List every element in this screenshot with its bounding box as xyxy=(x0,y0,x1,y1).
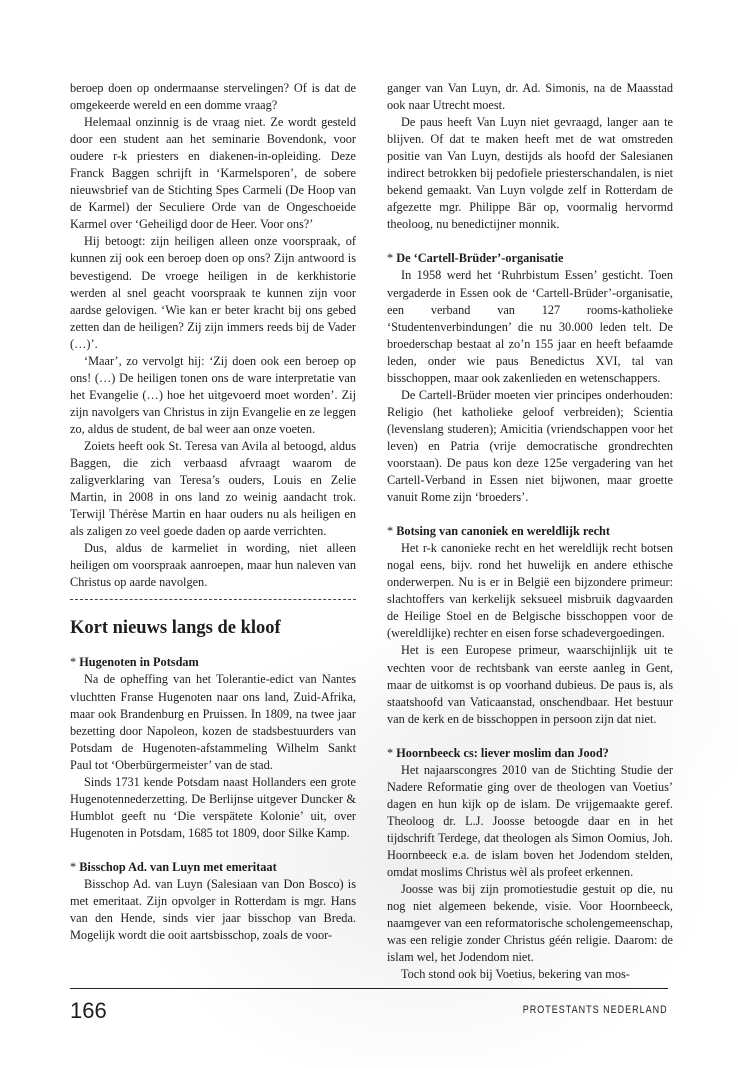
spacer xyxy=(387,233,673,250)
subheading-hugenoten xyxy=(70,654,356,671)
subheading-text: De ‘Cartell-Brüder’-organisatie xyxy=(396,251,564,266)
heading-marker: * xyxy=(387,251,394,266)
paragraph: In 1958 werd het ‘Ruhrbistum Essen’ gesticht. Toen vergaderde in Essen ook de ‘Cartell-Brüder’-organisatie, een verband van 127 rooms-katholieke ‘Studentenverbindungen’ die nu 30.000 leden telt. De broederschap bestaat al zo’n 155 jaar en heeft befaamde leden, onder wie paus Benedictus XVI, tal van bisschoppen, maar ook zakenlieden en wetenschappers. xyxy=(387,268,673,385)
paragraph: Helemaal onzinnig is de vraag niet. Ze wordt gesteld door een student aan het seminarie Bovendonk, voor oudere r-k priesters en diakenen-in-opleiding. Deze Franck Baggen schrijft in ‘Karmelsporen’, de sobere nieuwsbrief van de Stichting Spes Carmeli (De Hoop van de Karmel) der Seculiere Orde van de Ongeschoeide Karmel over ‘Geheiligd door de Heer. Voor ons?’ xyxy=(70,115,356,232)
paragraph: Het r-k canonieke recht en het wereldlijk recht botsen nogal eens, bijv. rond het huwelijk en andere ethische onderwerpen. Nu is er in België een bijzondere primeur: slachtoffers van kerkelijk seksueel misbruik dagvaarden de Heilige Stoel en de Belgische bisschoppen voor de (wereldlijke) rechter en eisen forse schadevergoedingen. xyxy=(387,541,673,641)
dashed-divider xyxy=(70,599,356,600)
subheading-botsing xyxy=(387,523,673,540)
heading-marker: * xyxy=(70,655,77,670)
subheading-text: Bisschop Ad. van Luyn met emeritaat xyxy=(79,859,277,874)
paragraph: De Cartell-Brüder moeten vier principes onderhouden: Religio (het katholieke geloof verbreiden); Scientia (levenslang studeren); Amicitia (vriendschappen voor het leven) en Patria (vrije democratische grondrechten voorstaan). De paus kon deze 125e vergadering van het Cartell-Verband in Essen niet bijwonen, maar groette vanuit Rome zijn ‘broeders’. xyxy=(387,387,673,505)
left-column xyxy=(70,80,356,944)
section-title: Kort nieuws langs de kloof xyxy=(70,618,281,639)
subheading-text: Hugenoten in Potsdam xyxy=(79,655,199,670)
subheading-bisschop xyxy=(70,859,356,876)
paragraph: De paus heeft Van Luyn niet gevraagd, langer aan te blijven. Of dat te maken heeft met de wat omstreden positie van Van Luyn, destijds als hoofd der Salesianen indirect betrokken bij pedofiele priesterschandalen, is niet bekend gemaakt. Van Luyn volgde zelf in Rotterdam de afgezette mgr. Philippe Bär op, voormalig hervormd theoloog, nu benedictijner monnik. xyxy=(387,115,673,232)
heading-marker: * xyxy=(70,859,77,874)
page-number: 166 xyxy=(70,998,107,1023)
paragraph: Bisschop Ad. van Luyn (Salesiaan van Don Bosco) is met emeritaat. Zijn opvolger in Rotterdam is mgr. Hans van den Hende, sinds vier jaar bisschop van Breda. Mogelijk wordt die ooit aartsbisschop, zoals de voor- xyxy=(70,876,356,943)
journal-name: PROTESTANTS NEDERLAND xyxy=(523,1004,668,1016)
paragraph: Na de opheffing van het Tolerantie-edict van Nantes vluchtten Franse Hugenoten naar ons land, Zuid-Afrika, maar ook Brandenburg en Pruissen. In 1809, na twee jaar bezetting door Napoleon, kozen de stadsbestuurders van Potsdam de Hugenoten-afstammeling Wilhelm Sankt Paul tot ‘Oberbürgermeister’ van de stad. xyxy=(70,672,356,772)
spacer xyxy=(70,842,356,859)
paragraph: Het is een Europese primeur, waarschijnlijk uit te vechten voor de rechtsbank van eerste aanleg in Gent, maar de uitkomst is op voorhand dubieus. De paus is, als staatshoofd van Vaticaanstad, onschendbaar. Het bestuur van de kerk en de bisschoppen in persoon zijn dat niet. xyxy=(387,643,673,726)
footer-rule xyxy=(70,988,668,989)
paragraph: Zoiets heeft ook St. Teresa van Avila al betoogd, aldus Baggen, die zich verbaasd afvraagt waarom de zaligverklaring van Teresa’s ouders, Louis en Zelie Martin, in 2008 in ons land zo weinig aandacht trok. Terwijl Thérèse Martin en haar ouders nu als heiligen en als zaligen zo veel goede daden op aarde verrichten. xyxy=(70,438,356,539)
paragraph: ‘Maar’, zo vervolgt hij: ‘Zij doen ook een beroep op ons! (…) De heiligen tonen ons de ware interpretatie van het Evangelie (…) hoe het uitgevoerd moet worden’. Zij zijn navolgers van Christus in zijn Evangelie en ze leggen zo, aldus de student, de bal weer aan onze voeten. xyxy=(70,353,356,436)
paragraph: Dus, aldus de karmeliet in wording, niet alleen heiligen om voorspraak aanroepen, maar hun naleven van Christus op aarde navolgen. xyxy=(70,541,356,590)
paragraph: beroep doen op ondermaanse stervelingen? Of is dat de omgekeerde wereld en een domme vraag? xyxy=(70,81,356,113)
subheading-text: Hoornbeeck cs: liever moslim dan Jood? xyxy=(396,745,609,760)
spacer xyxy=(387,506,673,523)
spacer xyxy=(387,728,673,745)
paragraph: Joosse was bij zijn promotiestudie gestuit op die, nu nog niet algemeen bekende, visie. Voor Hoornbeeck, naamgever van een reformatorische scholengemeenschap, was een religie zonder Christus géén religie. Daarom: de islam wel, het Jodendom niet. xyxy=(387,882,673,965)
paragraph: ganger van Van Luyn, dr. Ad. Simonis, na de Maasstad ook naar Utrecht moest. xyxy=(387,81,673,113)
subheading-hoornbeeck xyxy=(387,745,673,762)
subheading-text: Botsing van canoniek en wereldlijk recht xyxy=(396,524,610,539)
right-column xyxy=(387,80,673,983)
paragraph: Sinds 1731 kende Potsdam naast Hollanders een grote Hugenotennederzetting. De Berlijnse uitgever Duncker & Humblot geeft nu ‘Die verspätete Kolonie’ uit, over Hugenoten in Potsdam, 1685 tot 1809, door Silke Kamp. xyxy=(70,774,356,840)
paragraph: Hij betoogt: zijn heiligen alleen onze voorspraak, of kunnen zij ook een beroep doen op ons? Zijn antwoord is bevestigend. De vroege heiligen in de kerkhistorie werden al snel geacht voorspraak te kunnen zijn voor aardse gelovigen. ‘Wie kan er beter kracht bij ons gebed zetten dan de heiligen? Zij zijn immers reeds bij de Vader (…)’. xyxy=(70,234,356,351)
paragraph: Toch stond ook bij Voetius, bekering van mos- xyxy=(401,967,630,982)
subheading-cartell xyxy=(387,250,673,267)
heading-marker: * xyxy=(387,745,394,760)
heading-marker: * xyxy=(387,524,394,539)
paragraph: Het najaarscongres 2010 van de Stichting Studie der Nadere Reformatie ging over de theologen van Voetius’ dagen en hun kijk op de islam. De vrijgemaakte geref. Theoloog dr. L.J. Joosse betoogde daar en in het tijdschrift Terdege, dat theologen als Simon Oomius, Joh. Hoornbeeck e.a. de islam boven het Jodendom stelden, omdat moslims Christus wèl als profeet erkennen. xyxy=(387,762,673,880)
